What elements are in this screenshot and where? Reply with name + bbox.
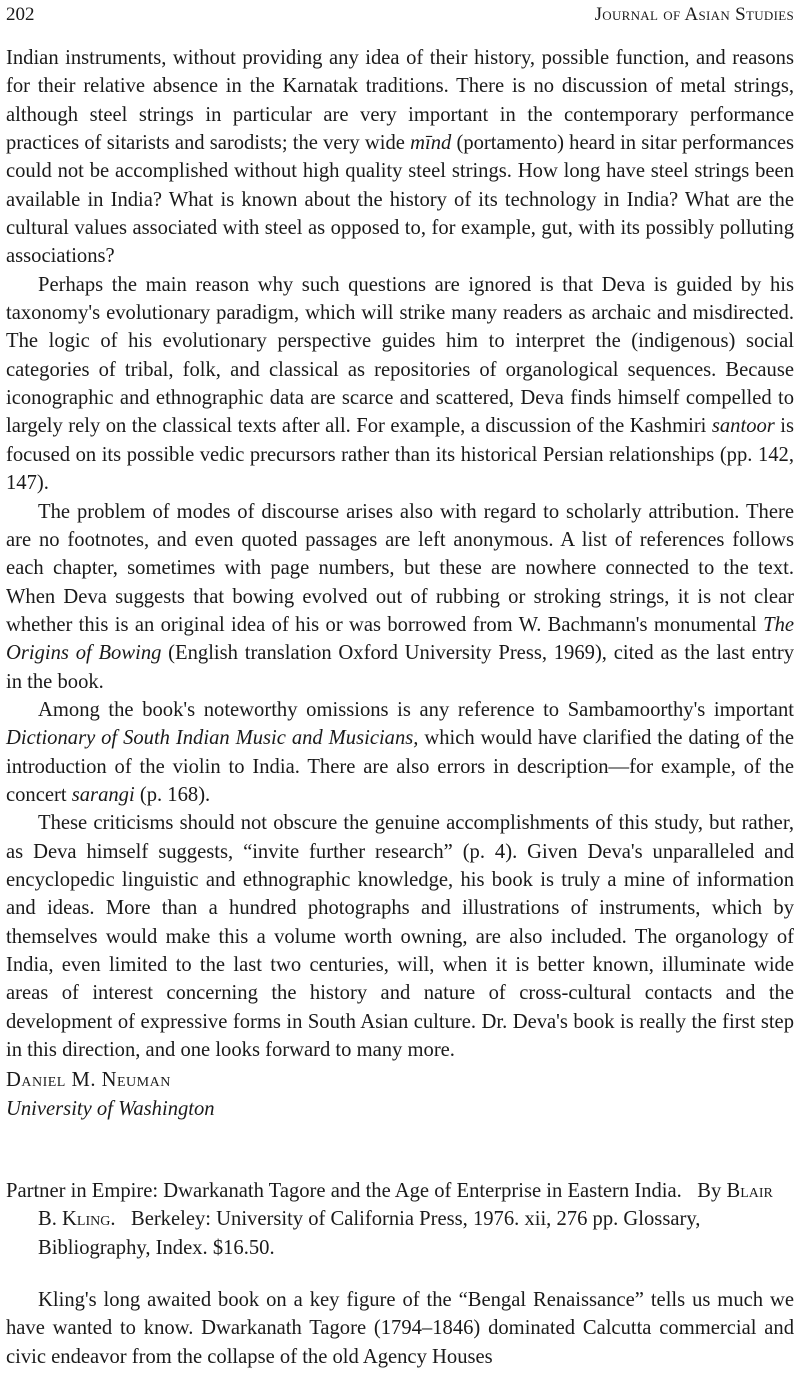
review1-paragraph-5: These criticisms should not obscure the genuine accomplishments of this study, but rather, as Deva himself suggests, “invite further research” (p. 4). Given Deva's unparalleled and encyclopedic linguistic and ethnographic knowledge, his book is truly a mine of information and ideas. More than a hundred photographs and illustrations of instruments, which by themselves would make this a volume worth owning, are also included. The organology of India, even limited to the last two centuries, will, when it is better known, illuminate wide areas of interest concerning the history and nature of cross-cultural contacts and the development of expressive forms in South Asian culture. Dr. Deva's book is really the first step in this direction, and one looks forward to many more. bbox=[6, 812, 794, 1062]
page-number: 202 bbox=[6, 4, 35, 25]
term-sarangi: sarangi bbox=[71, 783, 135, 806]
running-header bbox=[6, 0, 794, 30]
reviewer-signature bbox=[6, 1066, 794, 1123]
book-citation: Partner in Empire: Dwarkanath Tagore and the Age of Enterprise in Eastern India. By Blair B. Kling. Berkeley: University of California Press, 1976. xii, 276 pp. Glossary, Bibliography, Index. $16.50. bbox=[6, 1180, 773, 1259]
cited-title-origins-of-bowing: The Origins of Bowing bbox=[6, 613, 794, 665]
term-santoor: santoor bbox=[711, 415, 775, 438]
reviewer-name: Daniel M. Neuman bbox=[6, 1069, 171, 1092]
book-author: Blair B. Kling. bbox=[38, 1180, 773, 1231]
review1-paragraph-2: Perhaps the main reason why such questions are ignored is that Deva is guided by his taxonomy's evolutionary paradigm, which will strike many readers as archaic and misdirected. The logic of his evolutionary perspective guides him to interpret the (indigenous) social categories of tribal, folk, and classical as repositories of organological sequences. Because iconographic and ethnographic data are scarce and scattered, Deva finds himself compelled to largely rely on the classical texts after all. For example, a discussion of the Kashmiri santoor is focused on its possible vedic precursors rather than its historical Persian relationships (pp. 142, 147). bbox=[6, 273, 794, 495]
reviewer-affiliation: University of Washington bbox=[6, 1097, 215, 1120]
term-mind: mīnd bbox=[410, 132, 452, 155]
review1-paragraph-3: The problem of modes of discourse arises also with regard to scholarly attribution. There are no footnotes, and even quoted passages are left anonymous. A list of references follows each chapter, sometimes with page numbers, but these are nowhere connected to the text. When Deva suggests that bowing evolved out of rubbing or stroking strings, it is not clear whether this is an original idea of his or was borrowed from W. Bachmann's monumental The Origins of Bowing (English translation Oxford University Press, 1969), cited as the last entry in the book. bbox=[6, 500, 795, 693]
review1-paragraph-1: Indian instruments, without providing any idea of their history, possible function, and reasons for their relative absence in the Karnatak traditions. There is no discussion of metal strings, although steel strings in particular are very important in the contemporary performance practices of sitarists and sarodists; the very wide mīnd (portamento) heard in sitar performances could not be accomplished without high quality steel strings. How long have steel strings been available in India? What is known about the history of its technology in India? What are the cultural values associated with steel as opposed to, for example, gut, with its possibly polluting associations? bbox=[6, 47, 794, 268]
article-body bbox=[6, 44, 794, 1371]
book-publication-info: Berkeley: University of California Press, 1976. xii, 276 pp. Glossary, Bibliography, Index. $16.50. bbox=[38, 1208, 701, 1259]
review2-paragraph-1: Kling's long awaited book on a key figure of the “Bengal Renaissance” tells us much we have wanted to know. Dwarkanath Tagore (1794–1846) dominated Calcutta commercial and civic endeavor from the collapse of the old Agency Houses bbox=[6, 1289, 794, 1368]
journal-title: Journal of Asian Studies bbox=[594, 4, 794, 25]
review1-paragraph-4: Among the book's noteworthy omissions is any reference to Sambamoorthy's important Dictionary of South Indian Music and Musicians, which would have clarified the dating of the introduction of the violin to India. There are also errors in description—for example, of the concert sarangi (p. 168). bbox=[6, 698, 794, 806]
book-title: Partner in Empire: Dwarkanath Tagore and the Age of Enterprise in Eastern India. bbox=[6, 1180, 682, 1203]
cited-title-dictionary: Dictionary of South Indian Music and Musicians, bbox=[6, 727, 419, 750]
